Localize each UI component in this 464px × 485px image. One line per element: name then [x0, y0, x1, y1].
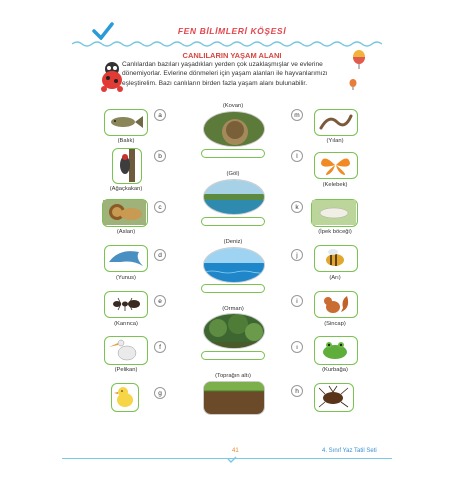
answer-box-sea[interactable]	[201, 284, 265, 293]
bee-icon	[315, 246, 356, 270]
book-title: 4. Sınıf Yaz Tatil Seti	[322, 448, 377, 454]
letter-m: m	[291, 109, 303, 121]
habitat-label-underground: (Toprağın altı)	[215, 373, 251, 379]
answer-box-forest[interactable]	[201, 351, 265, 360]
soil-icon	[204, 382, 265, 415]
animal-label-d: (Yunus)	[116, 275, 136, 281]
animal-label-b: (Ağaçkakan)	[109, 186, 143, 192]
animal-card-fish[interactable]	[104, 109, 148, 136]
animal-label-dotless-i: (Kurbağa)	[322, 367, 348, 373]
squirrel-icon	[315, 292, 356, 316]
animal-card-frog[interactable]	[314, 336, 358, 365]
chick-icon	[112, 384, 137, 410]
animal-label-c: (Aslan)	[116, 229, 136, 235]
animal-card-squirrel[interactable]	[314, 291, 358, 318]
letter-d: d	[154, 249, 166, 261]
letter-j: j	[291, 249, 303, 261]
animal-card-pelican[interactable]	[104, 336, 148, 365]
cockroach-icon	[315, 384, 352, 410]
animal-card-silkworm[interactable]	[311, 199, 358, 227]
lake-icon	[204, 180, 265, 215]
animal-label-j: (Arı)	[329, 275, 341, 281]
intro-paragraph: Canlılardan bazıları yaşadıkları yerden çok uzaklaşmışlar ve evlerine dönemiyorlar. Evlerine dönmeleri için yaşam alanları ile hayvanlarımızı eşleştirelim. Bazı canlıların birden fazla yaşam alanı bulunabilir.	[122, 61, 328, 87]
butterfly-icon	[315, 153, 356, 177]
letter-h: h	[291, 385, 303, 397]
snake-icon	[315, 110, 356, 134]
wave-divider	[72, 40, 382, 48]
answer-box-hive[interactable]	[201, 149, 265, 158]
small-balloon-icon	[349, 79, 357, 90]
ant-icon	[105, 292, 146, 316]
pelican-icon	[105, 337, 146, 363]
habitat-lake	[203, 179, 265, 215]
silkworm-icon	[312, 200, 356, 225]
letter-b: b	[154, 150, 166, 162]
fish-icon	[105, 110, 146, 134]
animal-card-chick[interactable]	[111, 383, 139, 412]
footer-check-icon	[227, 456, 237, 464]
animal-label-k: (İpek böceği)	[318, 229, 352, 235]
header-title: FEN BİLİMLERİ KÖŞESİ	[177, 26, 287, 36]
animal-card-snake[interactable]	[314, 109, 358, 136]
habitat-label-lake: (Göl)	[226, 171, 240, 177]
animal-label-i: (Sincap)	[324, 321, 346, 327]
letter-c: c	[154, 201, 166, 213]
letter-e: e	[154, 295, 166, 307]
letter-l: l	[291, 150, 303, 162]
animal-label-f: (Pelikan)	[114, 367, 138, 373]
answer-box-lake[interactable]	[201, 217, 265, 226]
habitat-label-hive: (Kovan)	[222, 103, 244, 109]
letter-g: g	[154, 387, 166, 399]
woodpecker-icon	[113, 149, 140, 182]
habitat-label-sea: (Deniz)	[223, 239, 243, 245]
sea-icon	[204, 248, 265, 283]
letter-i: i	[291, 295, 303, 307]
animal-label-e: (Karınca)	[114, 321, 138, 327]
animal-label-m: (Yılan)	[326, 138, 344, 144]
letter-dotless-i: ı	[291, 341, 303, 353]
forest-icon	[204, 314, 265, 349]
letter-k: k	[291, 201, 303, 213]
section-title: CANLILARIN YAŞAM ALANI	[182, 51, 282, 60]
habitat-underground	[203, 381, 265, 415]
animal-card-lion[interactable]	[102, 199, 148, 227]
frog-icon	[315, 337, 356, 363]
animal-card-butterfly[interactable]	[314, 152, 358, 179]
habitat-hive	[203, 111, 265, 147]
animal-card-woodpecker[interactable]	[112, 148, 142, 184]
animal-card-bee[interactable]	[314, 245, 358, 272]
habitat-label-forest: (Orman)	[222, 306, 244, 312]
hive-icon	[204, 112, 265, 147]
animal-label-a: (Balık)	[117, 138, 135, 144]
habitat-sea	[203, 247, 265, 283]
lion-icon	[103, 200, 146, 225]
letter-a: a	[154, 109, 166, 121]
habitat-forest	[203, 313, 265, 349]
animal-label-l: (Kelebek)	[322, 182, 348, 188]
animal-card-dolphin[interactable]	[104, 245, 148, 272]
letter-f: f	[154, 341, 166, 353]
dolphin-icon	[105, 246, 146, 270]
animal-card-ant[interactable]	[104, 291, 148, 318]
page-number: 41	[232, 448, 239, 454]
animal-card-cockroach[interactable]	[314, 383, 354, 412]
